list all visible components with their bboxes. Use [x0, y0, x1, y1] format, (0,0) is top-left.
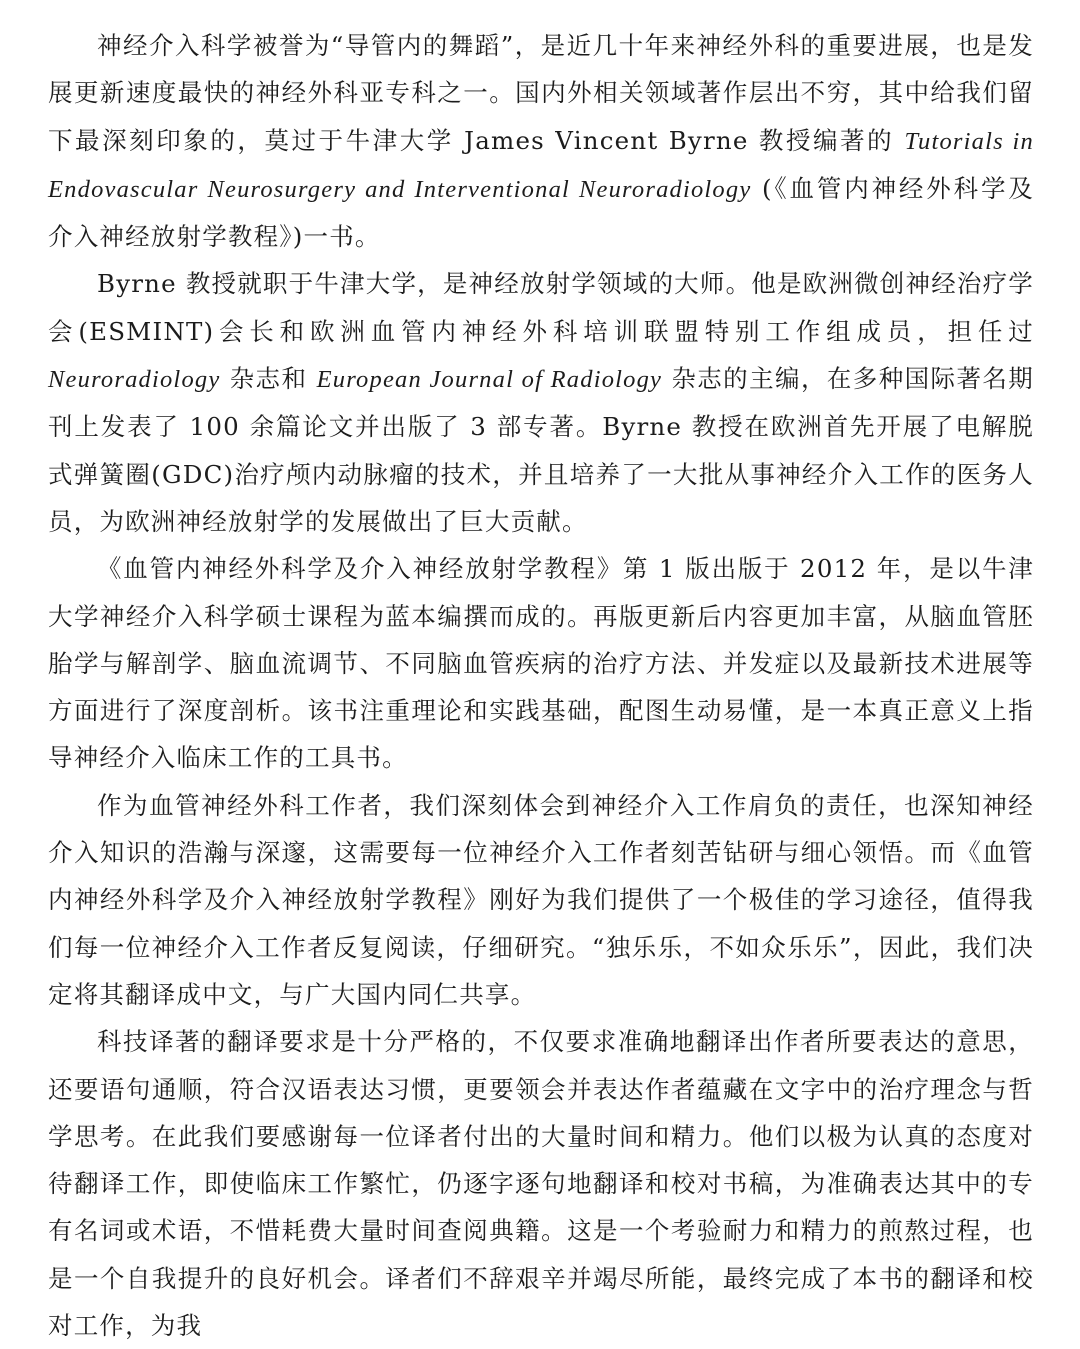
paragraph-text: 杂志的主编，在多种国际著名期刊上发表了 100 余篇论文并出版了 3 部专著。Byrne 教授在欧洲首先开展了电解脱式弹簧圈(GDC)治疗颅内动脉瘤的技术，并且培养了一大批从事神经介入工作的医务人员，为欧洲神经放射学的发展做出了巨大贡献。	[48, 364, 1034, 536]
paragraph-text: (《血管内神经外科学及介入神经放射学教程》)一书。	[48, 173, 1034, 252]
paragraph-translation	[48, 1018, 1034, 1349]
paragraph-text: 神经介入科学被誉为“导管内的舞蹈”，是近几十年来神经外科的重要进展，也是发展更新速度最快的神经外科亚专科之一。国内外相关领域著作层出不穷，其中给我们留下最深刻印象的，莫过于牛津大学 James Vincent Byrne 教授编著的	[48, 31, 1034, 155]
paragraph-text: 作为血管神经外科工作者，我们深刻体会到神经介入工作肩负的责任，也深知神经介入知识的浩瀚与深邃，这需要每一位神经介入工作者刻苦钻研与细心领悟。而《血管内神经外科学及介入神经放射学教程》刚好为我们提供了一个极佳的学习途径，值得我们每一位神经介入工作者反复阅读，仔细研究。“独乐乐，不如众乐乐”，因此，我们决定将其翻译成中文，与广大国内同仁共享。	[48, 790, 1034, 1009]
journal-name-ejr: European Journal of Radiology	[316, 366, 663, 394]
paragraph-author	[48, 260, 1034, 545]
paragraph-text: 杂志和	[220, 364, 317, 394]
paragraph-text: 《血管内神经外科学及介入神经放射学教程》第 1 版出版于 2012 年，是以牛津大学神经介入科学硕士课程为蓝本编撰而成的。再版更新后内容更加丰富，从脑血管胚胎学与解剖学、脑血流调节、不同脑血管疾病的治疗方法、并发症以及最新技术进展等方面进行了深度剖析。该书注重理论和实践基础，配图生动易懂，是一本真正意义上指导神经介入临床工作的工具书。	[48, 554, 1034, 773]
journal-name-neuroradiology: Neuroradiology	[48, 366, 221, 394]
paragraph-book	[48, 545, 1034, 781]
book-title-english: Tutorials in Endovascular Neurosurgery and Interventional Neuroradiology	[48, 127, 1034, 203]
paragraph-intro	[48, 22, 1034, 260]
paragraph-text: Byrne 教授就职于牛津大学，是神经放射学领域的大师。他是欧洲微创神经治疗学会(ESMINT)会长和欧洲血管内神经外科培训联盟特别工作组成员，担任过	[48, 269, 1034, 346]
paragraph-text: 科技译著的翻译要求是十分严格的，不仅要求准确地翻译出作者所要表达的意思，还要语句通顺，符合汉语表达习惯，更要领会并表达作者蕴藏在文字中的治疗理念与哲学思考。在此我们要感谢每一位译者付出的大量时间和精力。他们以极为认真的态度对待翻译工作，即使临床工作繁忙，仍逐字逐句地翻译和校对书稿，为准确表达其中的专有名词或术语，不惜耗费大量时间查阅典籍。这是一个考验耐力和精力的煎熬过程，也是一个自我提升的良好机会。译者们不辞艰辛并竭尽所能，最终完成了本书的翻译和校对工作，为我	[48, 1027, 1034, 1341]
paragraph-motivation	[48, 782, 1034, 1018]
